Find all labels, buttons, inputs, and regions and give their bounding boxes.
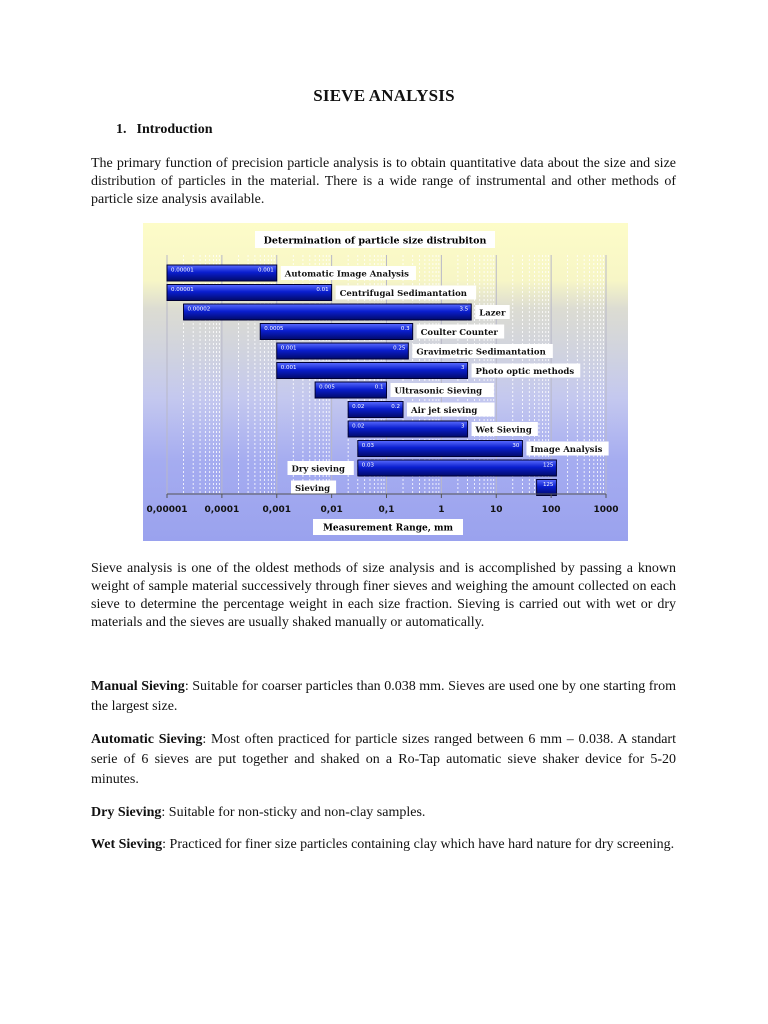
method-label: Coulter Counter: [420, 328, 498, 338]
bar-min-label: 0.03: [361, 462, 375, 469]
bar-min-label: 0.001: [280, 365, 297, 371]
bar-min-label: 0.00001: [171, 267, 194, 274]
definition-term: Manual Sieving: [91, 679, 185, 694]
bar-min-label: 0.02: [352, 404, 365, 410]
definition-term: Dry Sieving: [91, 805, 162, 820]
range-bar: [348, 421, 467, 437]
method-label: Lazer: [479, 308, 506, 319]
method-label: Dry sieving: [291, 464, 345, 475]
page-title: SIEVE ANALYSIS: [313, 86, 455, 105]
bar-max-label: 3.5: [459, 306, 469, 313]
definition-text: : Suitable for coarser particles than 0.038 mm. Sieves are used one by one starting from the largest size.: [91, 679, 676, 714]
method-label: Photo optic methods: [475, 367, 575, 377]
range-bar: [358, 460, 557, 476]
method-label: Sieving: [295, 484, 331, 494]
bar-max-label: 0.01: [316, 287, 329, 293]
definition-manual-sieving: [91, 677, 676, 717]
bar-min-label: 0.00002: [187, 306, 211, 313]
x-tick-label: 0,00001: [146, 505, 188, 515]
bar-max-label: 0.1: [374, 384, 384, 391]
x-axis-label: Measurement Range, mm: [322, 523, 454, 534]
bar-min-label: 0.03: [361, 443, 375, 449]
bar-max-label: 3: [461, 423, 465, 430]
x-tick-label: 10: [489, 505, 503, 515]
particle-size-chart: [143, 223, 628, 541]
sieve-analysis-paragraph: Sieve analysis is one of the oldest methods of size analysis and is accomplished by passing a known weight of sample material successively through finer sieves and weighing the amount collected on each sieve to determine the percentage weight in each size fraction. Sieving is carried out with wet or dry materials and the sieves are usually shaked manually or automatically.: [91, 561, 676, 630]
x-tick-label: 1: [438, 505, 445, 515]
range-bar: [358, 441, 523, 457]
bar-max-label: 0.25: [393, 345, 406, 352]
bar-min-label: 0.0005: [264, 326, 284, 332]
method-label: Automatic Image Analysis: [284, 269, 409, 280]
x-tick-label: 0,1: [378, 505, 395, 515]
method-label: Gravimetric Sedimantation: [416, 347, 546, 358]
chart-svg: [143, 223, 628, 541]
chart-title: Determination of particle size distrubiton: [263, 235, 487, 247]
definition-wet-sieving: [91, 835, 676, 855]
x-tick-label: 1000: [593, 505, 619, 515]
bar-max-label: 3: [461, 365, 465, 371]
definition-term: Wet Sieving: [91, 837, 163, 852]
method-label: Centrifugal Sedimantation: [339, 289, 467, 299]
definition-dry-sieving: [91, 803, 676, 823]
bar-max-label: 0.2: [391, 404, 401, 410]
bar-max-label: 125: [542, 462, 554, 469]
section-number: 1.: [116, 122, 127, 137]
method-label: Ultrasonic Sieving: [394, 386, 483, 397]
definition-text: : Suitable for non-sticky and non-clay samples.: [161, 805, 426, 820]
x-tick-label: 0,001: [262, 505, 291, 515]
method-label: Wet Sieving: [475, 425, 532, 436]
definition-term: Automatic Sieving: [91, 732, 203, 747]
bar-min-label: 0.001: [280, 345, 297, 352]
x-tick-label: 100: [541, 505, 561, 515]
definition-text: : Practiced for finer size particles containing clay which have hard nature for dry screening.: [162, 837, 675, 852]
x-tick-label: 0,0001: [204, 505, 240, 515]
bar-min-label: 0.02: [352, 423, 365, 430]
bar-max-label: 30: [512, 443, 520, 449]
range-bar: [184, 304, 472, 320]
range-bar: [277, 363, 468, 379]
section-heading: [116, 122, 212, 138]
method-label: Image Analysis: [530, 445, 603, 455]
method-label: Air jet sieving: [411, 406, 478, 416]
section-title: Introduction: [136, 122, 213, 137]
definition-text: : Most often practiced for particle sizes ranged between 6 mm – 0.038. A standart serie of 6 sieves are put together and shaked on a Ro-Tap automatic sieve shaker device for 5-20 minutes.: [91, 732, 676, 787]
bar-min-label: 0.005: [319, 384, 335, 391]
bar-max-label: 125: [542, 482, 554, 488]
x-tick-label: 0,01: [320, 505, 343, 515]
bar-max-label: 0.3: [400, 326, 410, 332]
intro-paragraph: The primary function of precision particle analysis is to obtain quantitative data about the size and size distribution of particles in the material. There is a wide range of instrumental and other methods of particle size analysis available.: [91, 156, 676, 207]
bar-max-label: 0.001: [258, 267, 274, 274]
definition-automatic-sieving: [91, 730, 676, 790]
bar-min-label: 0.00001: [171, 287, 194, 293]
